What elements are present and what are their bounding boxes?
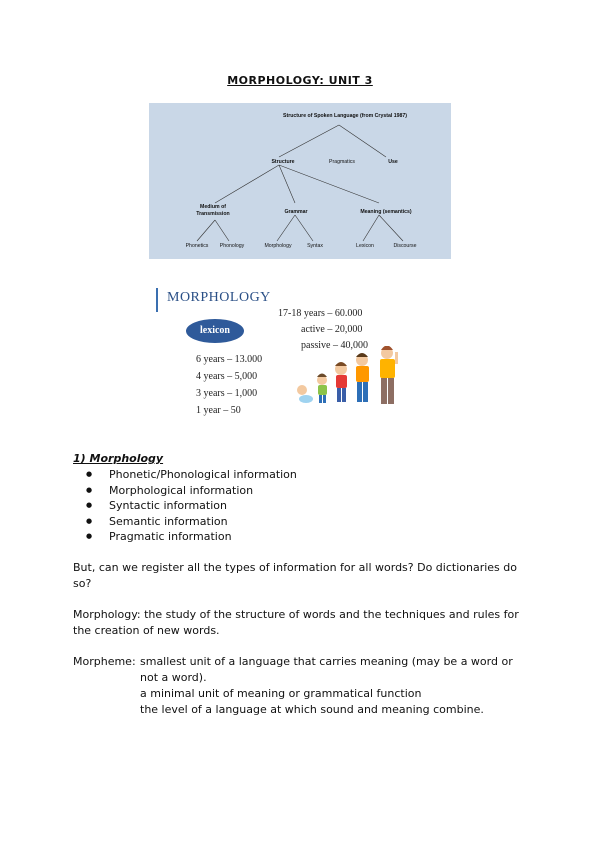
title-accent-bar (156, 288, 158, 312)
teen-figure (380, 346, 398, 404)
older-child-figure (356, 353, 369, 402)
adult-passive: passive – 40,000 (301, 340, 368, 351)
morpheme-def-1-cont: not a word). (140, 671, 207, 684)
diagram-morphology: Morphology (264, 243, 292, 249)
vocab-3-years: 3 years – 1,000 (196, 388, 258, 399)
baby-figure (297, 385, 313, 403)
morphology-definition: Morphology: the study of the structure of words and the techniques and rules for the creation of new words. (73, 608, 519, 637)
child-figure (335, 362, 347, 402)
morpheme-def-3: the level of a language at which sound and meaning combine. (140, 703, 484, 716)
list-item: ● Morphological information (86, 483, 297, 499)
list-item: ● Semantic information (86, 514, 297, 530)
list-item: ● Pragmatic information (86, 529, 297, 545)
language-structure-diagram (149, 103, 451, 259)
vocab-4-years: 4 years – 5,000 (196, 371, 258, 382)
diagram-lexicon: Lexicon (356, 243, 374, 249)
diagram-discourse: Discourse (393, 243, 417, 249)
growing-children-illustration (292, 346, 412, 406)
toddler-figure (317, 374, 327, 404)
information-list (86, 467, 297, 545)
morpheme-def-2: a minimal unit of meaning or grammatical function (140, 687, 422, 700)
question-paragraph: But, can we register all the types of information for all words? Do dictionaries do so? (73, 561, 517, 590)
diagram-syntax: Syntax (307, 243, 323, 249)
vocab-1-year: 1 year – 50 (196, 405, 241, 416)
vocabulary-growth-figure (156, 286, 412, 416)
diagram-grammar: Grammar (284, 209, 308, 215)
page-title: MORPHOLOGY: UNIT 3 (227, 74, 373, 87)
diagram-phonetics: Phonetics (185, 243, 209, 249)
section-heading: 1) Morphology (73, 452, 164, 465)
diagram-root: Structure of Spoken Language (from Crystal 1987) (283, 113, 407, 119)
adult-active: active – 20,000 (301, 324, 363, 335)
diagram-lines (149, 103, 451, 259)
list-item: ● Phonetic/Phonological information (86, 467, 297, 483)
morpheme-label: Morpheme: (73, 655, 136, 668)
vocab-6-years: 6 years – 13.000 (196, 354, 263, 365)
lexicon-badge: lexicon (186, 319, 244, 343)
diagram-structure: Structure (271, 159, 295, 165)
morpheme-def-1: smallest unit of a language that carries meaning (may be a word or (140, 655, 513, 668)
diagram-use: Use (388, 159, 398, 165)
list-item: ● Syntactic information (86, 498, 297, 514)
diagram-meaning: Meaning (semantics) (360, 209, 412, 215)
diagram-phonology: Phonology (219, 243, 245, 249)
figure-title: MORPHOLOGY (167, 290, 271, 305)
diagram-medium: Medium of Transmission (196, 204, 230, 217)
adult-vocab: 17-18 years – 60.000 (278, 308, 363, 319)
diagram-pragmatics: Pragmatics (329, 159, 355, 165)
